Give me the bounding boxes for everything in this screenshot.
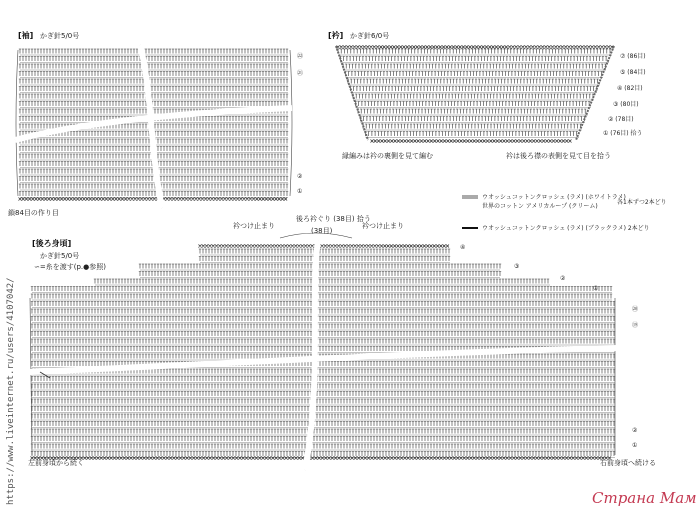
collar-row-4: ④ (82目) [617,85,643,92]
sleeve-left-edge [16,50,18,196]
sleeve-stitch-row [19,94,288,100]
collar-panel [328,30,646,160]
back-row-19: ⑲ [632,322,639,329]
collar-stitch-row [339,57,609,63]
back-row-2: ② [632,427,638,434]
back-stitch-row [31,317,615,323]
sleeve-right-edge [290,50,292,196]
collar-stitch-row [347,79,600,85]
back-stitch-row [199,249,450,255]
sleeve-stitch-row [19,192,288,198]
collar-hook: かぎ針6/0号 [350,32,390,40]
legend-item-1-note: 各1本ずつ2本どり [617,199,667,206]
legend-item-3: ウオッシュコットンクロッシェ (ラメ) (ブラックラメ) 2本どり [482,225,650,232]
sleeve-stitch-row [19,184,288,190]
sleeve-stitch-grid [15,45,292,208]
sleeve-stitch-row [19,87,288,93]
collar-top-edge [337,46,614,49]
back-stitch-row [139,272,501,278]
back-stitch-row [31,429,615,435]
back-stitch-row [199,257,450,263]
back-body-panel [28,214,656,470]
sleeve-row-22: ㉒ [297,53,304,60]
yarn-legend [462,193,667,232]
url-watermark: https://www.liveinternet.ru/users/4107042/ [6,277,16,505]
legend-item-1: ウオッシュコットンクロッシェ (ラメ) (ホワイトラメ) [482,194,626,201]
back-stop-left: 衿つけ止まり [233,222,275,230]
collar-row-5: ⑤ (84目) [620,69,646,76]
back-title: [後ろ身頃] [32,239,72,248]
collar-stitch-row [359,117,585,123]
sleeve-stitch-row [19,102,288,108]
back-stop-right: 衿つけ止まり [362,222,404,230]
back-stitch-row [31,407,615,413]
back-stitch-row [31,452,615,458]
back-stitch-grid [30,233,618,470]
back-row-2-top: ② [560,275,566,282]
collar-note-left: 縁編みは衿の裏側を見て編む [342,152,433,160]
back-stitch-row [139,264,501,270]
collar-row-2: ② (78目) [608,116,634,123]
collar-stitch-row [342,64,607,70]
back-stitch-row [31,294,612,300]
collar-title: [衿] [328,31,344,40]
back-row-3: ③ [514,263,520,270]
legend-item-2: 世界のコットン アメリカループ (クリーム) [482,203,598,210]
back-row-20: ⑳ [632,306,639,313]
back-bottom-edge [31,457,612,460]
sleeve-stitch-row [19,49,288,55]
back-top-label: 後ろ衿ぐり (38目) 拾う [296,215,371,223]
collar-stitch-row [349,87,598,93]
sleeve-start-note: 鎖84目の作り目 [8,209,59,217]
back-stitch-row [94,279,550,285]
sleeve-stitch-row [19,72,288,78]
site-logo [592,489,697,507]
back-bottom-right: 右前身頃へ続ける [600,459,656,467]
back-stitch-row [31,339,615,345]
collar-note-right: 衿は後ろ襟の表側を見て目を拾う [506,152,611,160]
back-stitch-row [31,287,612,293]
collar-bottom-edge [371,140,572,143]
sleeve-stitch-row [19,79,288,85]
collar-row-1: ① (76目) 拾う [603,130,643,137]
sleeve-panel [8,30,303,217]
sleeve-row-2: ② [297,173,303,180]
back-stitch-row [31,414,615,420]
collar-stitch-row [357,109,588,115]
back-top-count: (38目) [311,227,333,235]
collar-row-3: ③ (80目) [613,101,639,108]
back-stitch-row [31,437,615,443]
back-row-1-top: ① [593,285,599,292]
back-stitch-row [31,384,615,390]
collar-stitch-row [364,132,579,138]
back-row-1: ① [632,442,638,449]
back-stitch-row [31,422,615,428]
collar-stitch-row [352,94,594,100]
back-stitch-row [31,302,615,308]
collar-row-7: ⑦ (86目) [620,53,646,60]
back-stitch-row [31,377,615,383]
back-stitch-row [31,332,615,338]
sleeve-hook: かぎ針5/0号 [40,32,80,40]
collar-right-border [576,46,614,140]
collar-stitch-row [337,49,612,55]
collar-stitch-row [354,102,591,108]
collar-stitch-grid [336,46,614,143]
sleeve-row-1: ① [297,188,303,195]
collar-stitch-row [362,124,582,130]
sleeve-foundation-chain [19,198,288,201]
back-stitch-row [31,309,615,315]
sleeve-title: [袖] [18,31,34,40]
back-stitch-row [31,399,615,405]
back-bottom-left: 左前身頃から続く [28,459,84,467]
sleeve-stitch-row [19,64,288,70]
back-note: ∽=糸を渡す(p.●参照) [34,263,106,271]
back-row-4: ④ [460,244,466,251]
back-hook: かぎ針5/0号 [40,252,80,260]
site-logo-text: Страна Мам [592,489,697,507]
back-neck-edge [199,245,450,248]
back-stitch-row [31,392,615,398]
back-stitch-row [31,324,615,330]
sleeve-stitch-row [19,57,288,63]
sleeve-row-21: ㉑ [297,70,304,77]
sleeve-stitch-row [19,177,288,183]
collar-stitch-row [344,72,603,78]
back-stitch-row [31,444,615,450]
